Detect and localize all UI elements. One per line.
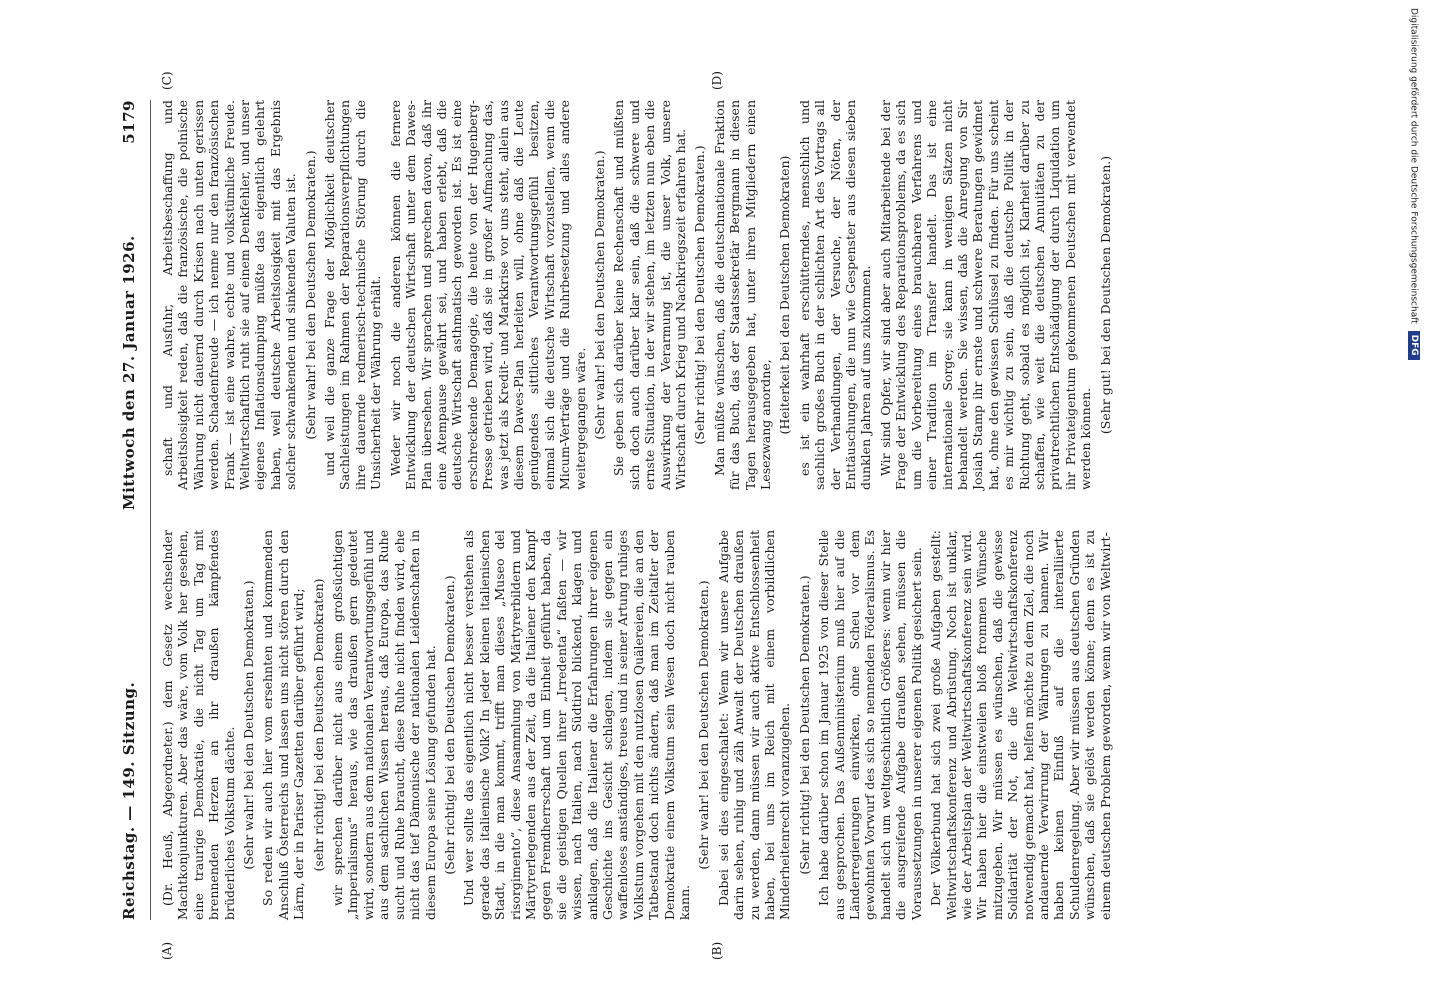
paragraph: Ich habe darüber schon im Januar 1925 von dieser Stelle aus gesprochen. Das Außenministerium muß hier auf die Länderregierungen einwirken, ohne Scheu vor dem gewohnten Vorwurf des sich so nennenden Föderalismus. Es handelt sich um weltgeschichtlich Größeres: wenn wir hier die ausgreifende Aufgabe draußen sehen, müssen die Voraussetzungen in unserer eigenen Politik gesichert sein. <box>816 530 924 920</box>
interjection: (Sehr richtig! bei den Deutschen Demokraten.) <box>692 145 708 445</box>
paragraph: Man müßte wünschen, daß die deutschnationale Fraktion für das Buch, das der Staatssekretär Bergmann in diesen Tagen herausgegeben hat, unter ihren Mitgliedern einen Lesezwang anordne, <box>711 100 774 490</box>
paragraph: schaft und Ausfuhr, Arbeitsbeschaffung und Arbeitslosigkeit reden, daß die französische, die polnische Währung nicht dauernd durch Krisen nach unten gerissen werden. Schadenfreude — ich nenne nur den französischen Frank — ist eine wahre, echte und volkstümliche Freude. Weltwirtschaftlich ruht sie auf einem Denkfehler, und unser eigenes Inflationsdumping müßte das eigentlich gelehrt haben, weil deutsche Arbeitslosigkeit mit das Ergebnis solcher schwankenden und sinkenden Valuten ist. <box>160 100 299 490</box>
paragraph: es ist ein wahrhaft erschütterndes, menschlich und sachlich großes Buch in der schlichten Art des Vortrags all der Verhandlungen, der Versuche, der Nöten, der Enttäuschungen, die nun wie Gespenster aus diesen sieben dunklen Jahren auf uns zukommen. <box>796 100 874 490</box>
margin-marker-a: (A) <box>160 941 174 960</box>
digitization-credit <box>1408 8 1420 360</box>
interjection: (Sehr wahr! bei den Deutschen Demokraten.) <box>302 150 318 440</box>
interjection: (Sehr richtig! bei den Deutschen Demokraten.) <box>796 575 812 875</box>
paragraph: und weil die ganze Frage der Möglichkeit deutscher Sachleistungen im Rahmen der Reparationsverpflichtungen ihre dauernde redmerisch-technische Störung durch die Unsicherheit der Währung erhält. <box>322 100 384 490</box>
text-column-left <box>160 530 1113 920</box>
margin-marker-d: (D) <box>710 71 724 90</box>
margin-marker-b: (B) <box>710 941 724 960</box>
header-rule <box>150 100 151 920</box>
interjection: (Sehr wahr! bei den Deutschen Demokraten.) <box>591 150 607 440</box>
paragraph: Wir sind Opfer, wir sind aber auch Mitarbeitende bei der Frage der Entwicklung des Reparationsproblems, da es sich um die Vorbereitung eines brauchbaren Verfahrens und einer Tradition im Transfer handelt. Das ist eine internationale Sorge; sie kann in wenigen Sätzen nicht behandelt werden. Sie wissen, daß die Anregung von Sir Josiah Stamp ihr ernste und schwere Beratungen gewidmet hat, ohne den gewissen Schlüssel zu finden. Für uns scheint es mir wichtig zu sein, daß die deutsche Politik in der Richtung geht, sobald es möglich ist, Klarheit darüber zu schaffen, wie weit die deutschen Annuitäten zu der privatrechtlichen Entschädigung der durch Liquidation um ihr Privateigentum gekommenen Deutschen mit verwendet werden können. <box>877 100 1094 490</box>
text-column-right <box>160 100 1113 490</box>
interjection: (Sehr gut! bei den Deutschen Demokraten.) <box>1097 155 1113 435</box>
credit-text: Digitalisierung gefördert durch die Deutsche Forschungsgemeinschaft <box>1408 8 1419 324</box>
interjection: (Heiterkeit bei den Deutschen Demokraten) <box>777 155 793 435</box>
interjection: (sehr richtig! bei den Deutschen Demokraten) <box>310 578 326 872</box>
paragraph: Weder wir noch die anderen können die fernere Entwicklung der deutschen Wirtschaft unter dem Dawes-Plan übersehen. Wir sprachen und sprechen davon, daß ihr eine Atempause gewährt sei, und haben erlebt, daß die deutsche Wirtschaft asthmatisch geworden ist. Es ist eine erschreckende Demagogie, die heute von der Hugenberg-Presse getrieben wird, daß sie in großer Aufmachung das, was jetzt als Kredit- und Markkrise vor uns steht, allein aus diesem Dawes-Plan herleiten will, ohne daß die Leute genügendes sittliches Verantwortungsgefühl besitzen, einmal sich die deutsche Wirtschaft vorzustellen, wenn die Micum-Verträge und die Ruhrbesetzung und alles andere weitergegangen wäre. <box>387 100 588 490</box>
interjection: (Sehr richtig! bei den Deutschen Demokraten.) <box>441 575 457 875</box>
paragraph: wir sprechen darüber nicht aus einem großsüchtigen „Imperialismus“ heraus, wie das draußen gern gedeutet wird, sondern aus dem nationalen Verantwortungsgefühl und aus dem sachlichen Wissen heraus, daß Europa, das Ruhe sucht und Ruhe braucht, diese Ruhe nicht finden wird, ehe nicht das tief Dämonische der nationalen Leidenschaften in diesem Europa seine Lösung gefunden hat. <box>330 530 438 920</box>
page-number: 5179 <box>120 100 138 144</box>
page-header <box>120 100 150 920</box>
header-date: Mittwoch den 27. Januar 1926. <box>120 235 138 510</box>
paragraph: Und wer sollte das eigentlich nicht besser verstehen als gerade das italienische Volk? In jeder kleinen italienischen Stadt, in die man kommt, trifft man dieses „Museo del risorgimento“, diese Ansammlung von Märtyrerbildern und Märtyrerlegenden aus der Zeit, da die Italiener den Kampf gegen Fremdherrschaft und um Einheit geführt haben, da sie die geistigen Quellen ihrer „Irredenta“ faßten — wir wissen, nach Italien, nach Südtirol blickend, klagen und anklagen, daß die Italiener die Erfahrungen ihrer eigenen Geschichte ins Gesicht schlagen, indem sie gegen ein waffenloses anständiges, treues und in seiner Artung ruhiges Volkstum vorgehen mit den nutzlosen Quälereien, die an den Tatbestand doch nichts ändern, daß man im Zeitalter der Demokratie einem Volkstum sein Wesen doch nicht rauben kann. <box>461 530 692 920</box>
margin-marker-c: (C) <box>160 71 174 90</box>
paragraph: Dabei sei dies eingeschaltet: Wenn wir unsere Aufgabe darin sehen, ruhig und zäh Anwalt der Deutschen draußen zu werden, dann müssen wir auch aktive Entschlossenheit haben, bei uns im Reich mit einem vorbildlichen Minderheitenrecht voranzugehen. <box>715 530 793 920</box>
interjection: (Sehr wahr! bei den Deutschen Demokraten.) <box>696 580 712 870</box>
dfg-logo: DFG <box>1408 331 1420 360</box>
paragraph: So reden wir auch hier vom ersehnten und kommenden Anschluß Österreichs und lassen uns nicht stören durch den Lärm, der in Pariser Gazetten darüber geführt wird; <box>260 530 307 920</box>
header-session: Reichstag. — 149. Sitzung. <box>120 681 138 920</box>
interjection: (Sehr wahr! bei den Deutschen Demokraten.) <box>241 580 257 870</box>
paragraph: Sie geben sich darüber keine Rechenschaft und müßten sich doch auch darüber klar sein, daß die schwere und ernste Situation, in der wir stehen, im letzten nun eben die Auswirkung der Verarmung ist, die unser Volk, unsere Wirtschaft durch Krieg und Nachkriegszeit erfahren hat. <box>611 100 688 490</box>
rotated-page <box>120 71 1300 960</box>
paragraph: (Dr. Heuß, Abgeordneter.) dem Gesetz wechselnder Machtkonjunkturen. Aber das wäre, vom Volk her gesehen, eine traurige Demokratie, die nicht Tag um Tag mit brennenden Herzen an ihr draußen kämpfendes brüderliches Volkstum dächte. <box>160 530 237 920</box>
paragraph: Der Völkerbund hat sich zwei große Aufgaben gestellt: Weltwirtschaftskonferenz und Abrüstung. Noch ist unklar, wie der Arbeitsplan der Weltwirtschaftskonferenz sein wird. Wir haben hier die einstweilen bloß frommen Wünsche mitzugeben. Wir müssen es wünschen, daß die gewisse Solidarität der Not, die die Weltwirtschaftskonferenz notwendig gemacht hat, helfen möchte zu dem Ziel, die noch andauernde Verwirrung der Währungen zu bannen. Wir haben keinen Einfluß auf die interalliierte Schuldenregelung. Aber wir müssen aus deutschen Gründen wünschen, daß sie gelöst werden könne; denn es ist zu einem deutschen Problem geworden, wenn wir von Weltwirt- <box>928 530 1113 920</box>
